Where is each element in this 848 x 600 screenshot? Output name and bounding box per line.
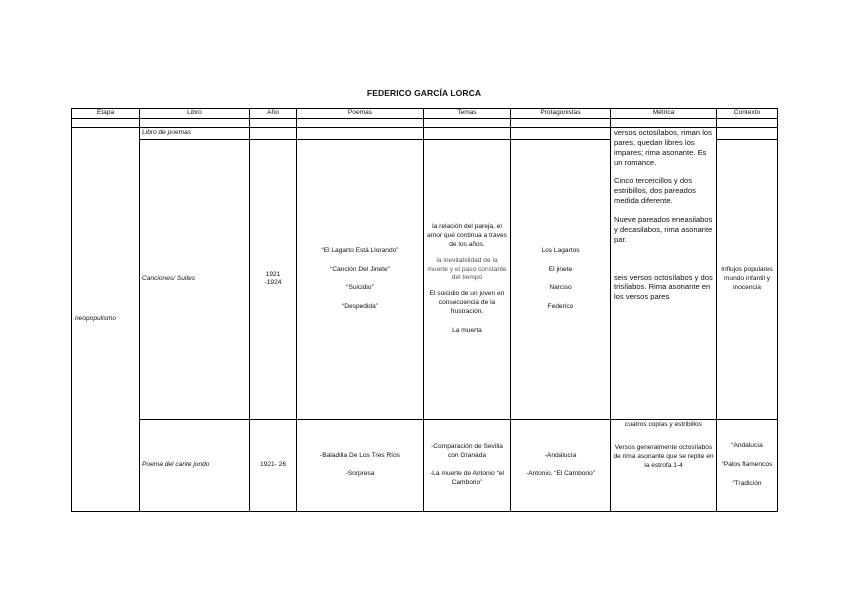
header-etapa: Etapa	[72, 109, 140, 119]
poema-item: “El Lagarto Está Llorando”	[321, 246, 399, 254]
poema-item: “Canción Del Jinete”	[330, 265, 390, 273]
cell-empty	[511, 119, 611, 128]
protagonista-item: Los Lagartos	[541, 246, 580, 254]
tema-text: El suicidio de un joven en consecuencia de la frustración.	[429, 290, 505, 316]
cell-empty	[424, 119, 511, 128]
contexto-item: “Palos flamencos	[721, 460, 773, 468]
header-protagonistas: Protagonistas	[511, 109, 611, 119]
cell-empty	[511, 128, 611, 140]
metrica-text: Nueve pareados eneasilabos y decasilabos, rima asonante par.	[614, 215, 713, 244]
metrica-text: versos octosílabos, riman los pares, quedan libres los impares; rima asonante. Es un romance.	[614, 128, 712, 167]
cell-protagonistas	[511, 419, 611, 511]
cell-empty	[297, 119, 424, 128]
table-row-empty	[72, 119, 778, 128]
lorca-table	[71, 108, 778, 512]
cell-empty	[611, 119, 717, 128]
cell-libro: Libro de poemas	[140, 128, 250, 140]
protagonista-item: -Antonio, “El Camborio”	[526, 470, 595, 478]
cell-temas	[424, 139, 511, 419]
cell-empty	[250, 119, 297, 128]
cell-contexto: Influjos populares mundo infantil y inocencia	[717, 139, 778, 419]
protagonista-item: El jinete	[548, 265, 573, 273]
cell-libro: Canciones/ Suites	[140, 139, 250, 419]
cell-empty	[250, 128, 297, 140]
tema-text: -La muerte de Antonio “el Camborio”	[429, 470, 505, 487]
header-temas: Temas	[424, 109, 511, 119]
poema-item: -Sorpresa	[345, 470, 375, 478]
cell-libro: Poema del cante jondo	[140, 419, 250, 511]
tema-text: la inevitabilidad de la muerte y el paso constante del tiempo	[427, 256, 507, 282]
poema-item: “Suicidio”	[346, 284, 374, 292]
protagonista-item: -Andalucía	[544, 451, 577, 459]
cell-poemas	[297, 419, 424, 511]
cell-empty	[297, 128, 424, 140]
cell-empty	[717, 128, 778, 140]
metrica-text: Versos generalmente octosílabos de rima asonante que se repite en la estrofa 1-4	[613, 443, 714, 469]
table-row-libro-de-poemas	[72, 128, 778, 140]
cell-empty	[72, 119, 140, 128]
cell-anio: 1921- 26	[250, 419, 297, 511]
cell-metrica	[611, 419, 717, 511]
tema-text: la relación del pareja, el amor que continua a traves de los años.	[427, 222, 507, 248]
contexto-item: “Tradición	[732, 479, 762, 487]
cell-contexto	[717, 419, 778, 511]
anio-text: 1921	[265, 270, 281, 278]
header-libro: Libro	[140, 109, 250, 119]
metrica-text: seis versos octosílabos y dos trisílabos. Rima asonante en los versos pares	[614, 272, 713, 302]
cell-poemas	[297, 139, 424, 419]
poema-item: -Baladilla De Los Tres Ríos	[320, 451, 400, 459]
metrica-text: cuatros coplas y estribillos	[625, 420, 702, 428]
header-anio: Año	[250, 109, 297, 119]
tema-text: La muerta	[452, 326, 482, 334]
header-metrica: Métrica	[611, 109, 717, 119]
header-row	[72, 109, 778, 119]
anio-text: -1924	[264, 279, 282, 287]
cell-anio	[250, 139, 297, 419]
cell-protagonistas	[511, 139, 611, 419]
contexto-item: “Andalucía	[731, 442, 763, 450]
cell-metrica-canciones	[611, 128, 717, 420]
metrica-text: Cinco tercercillos y dos estribillos, dos pareados medida diferente.	[614, 176, 696, 206]
cell-temas	[424, 419, 511, 511]
protagonista-item: Narciso	[549, 284, 572, 292]
cell-empty	[140, 119, 250, 128]
header-contexto: Contexto	[717, 109, 778, 119]
protagonista-item: Federico	[547, 303, 574, 311]
cell-etapa: neopopulismo	[72, 128, 140, 512]
poema-item: “Despedida”	[342, 303, 378, 311]
cell-empty	[717, 119, 778, 128]
table-row-cante-jondo	[72, 419, 778, 511]
page-title: FEDERICO GARCÍA LORCA	[366, 88, 482, 98]
tema-text: -Comparación de Sevilla con Granada	[431, 442, 503, 459]
cell-empty	[424, 128, 511, 140]
header-poemas: Poemas	[297, 109, 424, 119]
